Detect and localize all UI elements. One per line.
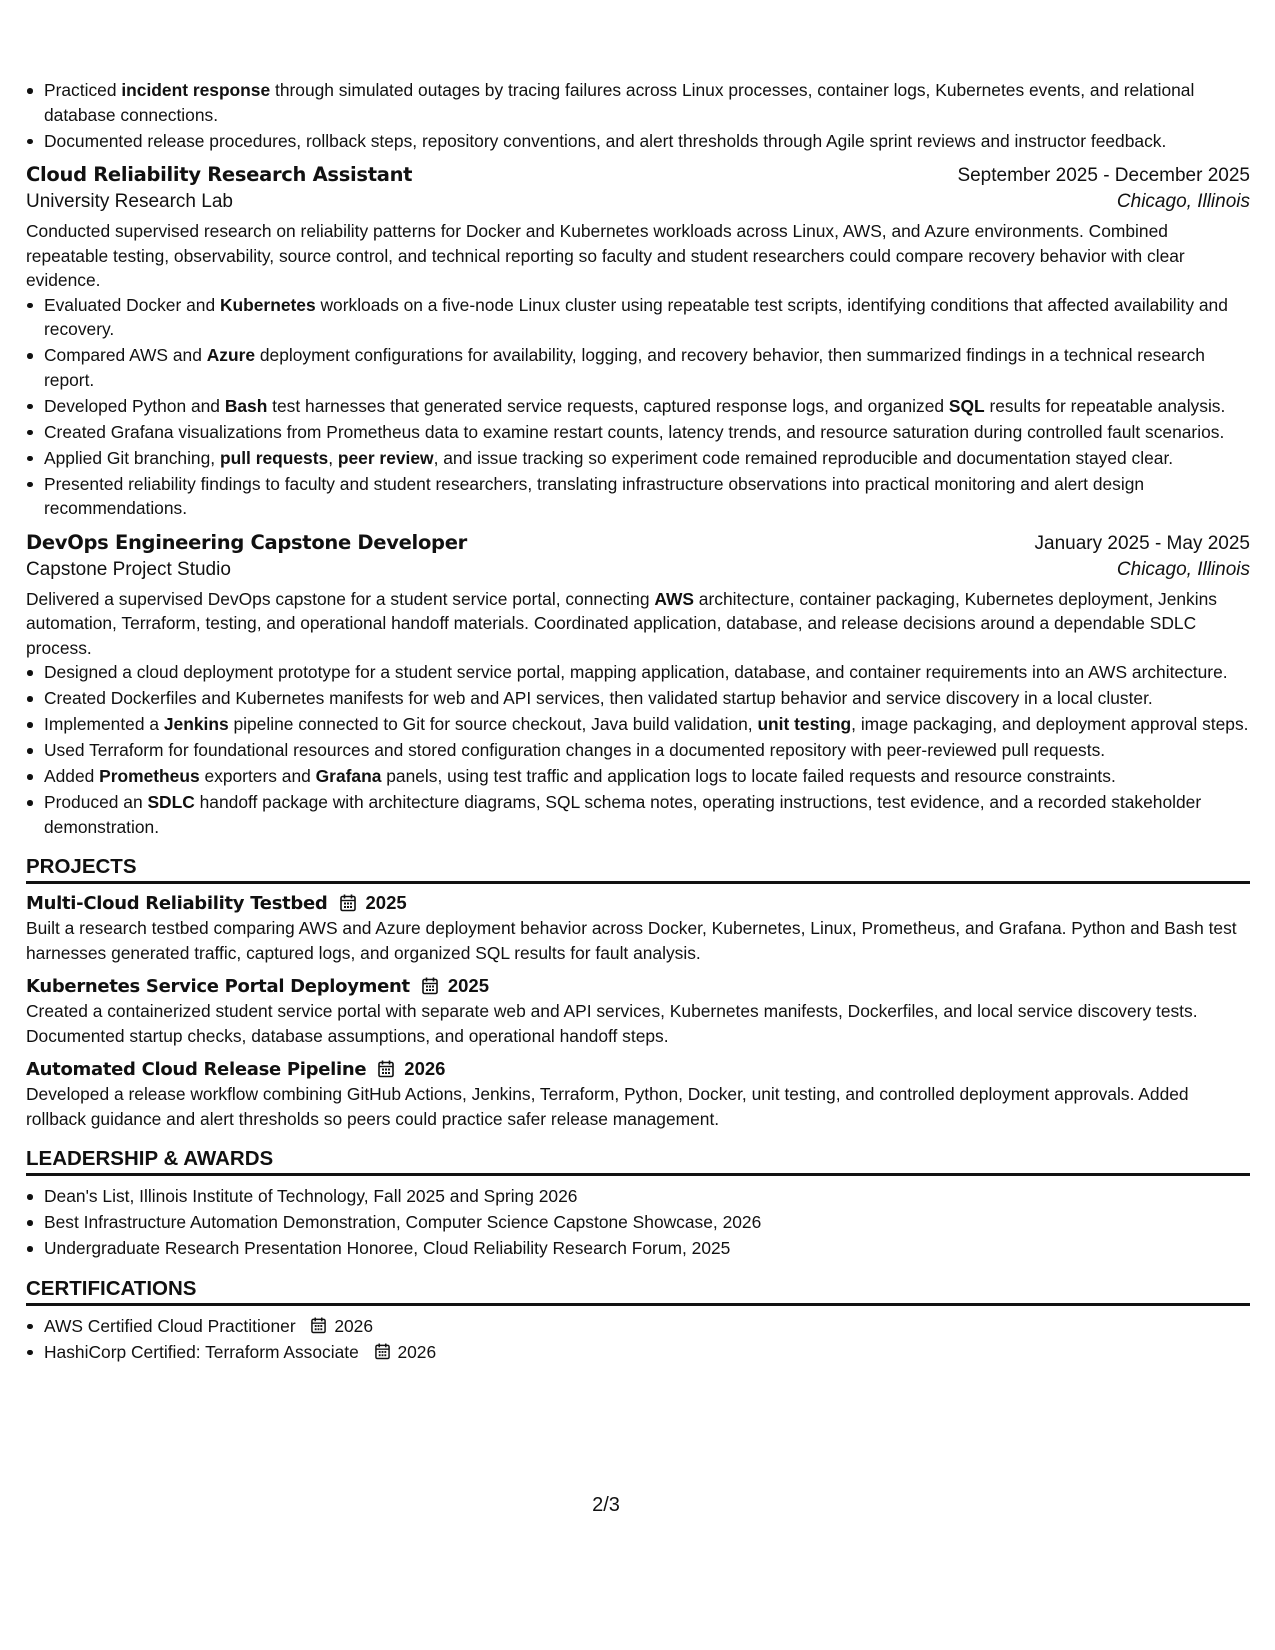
award-item: Best Infrastructure Automation Demonstration, Computer Science Capstone Showcase, 2026 bbox=[26, 1210, 1250, 1235]
bullet-item: Developed Python and Bash test harnesses that generated service requests, captured response logs, and organized SQL results for repeatable analysis. bbox=[26, 394, 1250, 419]
bold-keyword: unit testing bbox=[757, 714, 852, 734]
bold-keyword: pull requests bbox=[219, 447, 329, 468]
award-item: Undergraduate Research Presentation Honoree, Cloud Reliability Research Forum, 2025 bbox=[26, 1236, 1250, 1261]
certifications-section bbox=[26, 1277, 1250, 1365]
resume-page bbox=[26, 78, 1250, 1366]
bullet-item: Created Dockerfiles and Kubernetes manifests for web and API services, then validated startup behavior and service discovery in a local cluster. bbox=[26, 686, 1250, 711]
experience-entry bbox=[26, 531, 1250, 840]
job-bullets bbox=[26, 293, 1250, 521]
bold-keyword: incident response bbox=[121, 80, 271, 100]
calendar-icon bbox=[311, 1317, 326, 1334]
certification-item bbox=[26, 1314, 1250, 1339]
bold-keyword: Kubernetes bbox=[219, 294, 316, 315]
job-summary: Conducted supervised research on reliability patterns for Docker and Kubernetes workloads across Linux, AWS, and Azure environments. Combined repeatable testing, observability, source control, and technical reporting so faculty and student researchers could compare recovery behavior with clear evidence. bbox=[26, 221, 1185, 290]
project-name: Automated Cloud Release Pipeline bbox=[26, 1058, 367, 1080]
project-year: 2025 bbox=[365, 892, 407, 913]
bold-keyword: Jenkins bbox=[163, 714, 229, 734]
certification-list bbox=[26, 1314, 1250, 1365]
bold-keyword: Prometheus bbox=[99, 766, 200, 786]
bullet-item: Implemented a Jenkins pipeline connected to Git for source checkout, Java build validation, unit testing, image packaging, and deployment approval steps. bbox=[26, 712, 1250, 737]
project-name: Kubernetes Service Portal Deployment bbox=[26, 975, 410, 997]
job-bullets bbox=[26, 660, 1250, 839]
project-description: Created a containerized student service portal with separate web and API services, Kubernetes manifests, Dockerfiles, and local service discovery tests. Documented startup checks, database assumptions, and operational handoff steps. bbox=[26, 1001, 1198, 1046]
bold-keyword: Grafana bbox=[315, 766, 382, 786]
leadership-section bbox=[26, 1147, 1250, 1261]
job-summary: Delivered a supervised DevOps capstone for a student service portal, connecting AWS architecture, container packaging, Kubernetes deployment, Jenkins automation, Terraform, testing, and operational handoff materials. Coordinated application, database, and release decisions around a dependable SDLC process. bbox=[26, 588, 1217, 658]
certification-name: AWS Certified Cloud Practitioner bbox=[44, 1315, 296, 1336]
bullet-item: Added Prometheus exporters and Grafana panels, using test traffic and application logs to locate failed requests and resource constraints. bbox=[26, 764, 1250, 789]
project-year: 2026 bbox=[404, 1058, 446, 1079]
bullet-item: Compared AWS and Azure deployment configurations for availability, logging, and recovery behavior, then summarized findings in a technical research report. bbox=[26, 343, 1250, 392]
project-year: 2025 bbox=[447, 975, 489, 996]
bold-keyword: Bash bbox=[224, 395, 268, 416]
job-organization: University Research Lab bbox=[26, 191, 233, 212]
job-dates: January 2025 - May 2025 bbox=[1034, 532, 1250, 554]
section-heading: LEADERSHIP & AWARDS bbox=[26, 1147, 1250, 1176]
project-name: Multi-Cloud Reliability Testbed bbox=[26, 892, 328, 914]
bullet-item: Used Terraform for foundational resources and stored configuration changes in a documented repository with peer-reviewed pull requests. bbox=[26, 738, 1250, 763]
job-location: Chicago, Illinois bbox=[1116, 558, 1250, 580]
certification-name: HashiCorp Certified: Terraform Associate bbox=[44, 1341, 359, 1362]
calendar-icon bbox=[375, 1343, 390, 1360]
award-item: Dean's List, Illinois Institute of Technology, Fall 2025 and Spring 2026 bbox=[26, 1184, 1250, 1209]
bold-keyword: Azure bbox=[206, 345, 256, 365]
job-organization: Capstone Project Studio bbox=[26, 558, 231, 580]
job-dates: September 2025 - December 2025 bbox=[957, 165, 1250, 186]
project-entry bbox=[26, 975, 1250, 1048]
section-heading: CERTIFICATIONS bbox=[26, 1277, 1250, 1306]
project-description: Developed a release workflow combining GitHub Actions, Jenkins, Terraform, Python, Docker, unit testing, and controlled deployment approvals. Added rollback guidance and alert thresholds so peers could practice safer release management. bbox=[26, 1084, 1189, 1129]
bullet-item: Evaluated Docker and Kubernetes workloads on a five-node Linux cluster using repeatable test scripts, identifying conditions that affected availability and recovery. bbox=[26, 293, 1250, 342]
experience-entry bbox=[26, 163, 1250, 521]
bullet-item: Produced an SDLC handoff package with architecture diagrams, SQL schema notes, operating instructions, test evidence, and a recorded stakeholder demonstration. bbox=[26, 790, 1250, 839]
job-location: Chicago, Illinois bbox=[1116, 191, 1250, 212]
projects-section bbox=[26, 855, 1250, 1131]
page-number: 2/3 bbox=[592, 1494, 620, 1516]
bullet-item: Designed a cloud deployment prototype for a student service portal, mapping application, database, and container requirements into an AWS architecture. bbox=[26, 660, 1250, 685]
certification-year: 2026 bbox=[334, 1315, 373, 1336]
certification-year: 2026 bbox=[397, 1341, 437, 1362]
bullet-item: Created Grafana visualizations from Prometheus data to examine restart counts, latency trends, and resource saturation during controlled fault scenarios. bbox=[26, 420, 1250, 445]
calendar-icon bbox=[422, 977, 438, 995]
calendar-icon bbox=[340, 894, 356, 912]
bold-keyword: peer review bbox=[337, 447, 434, 468]
bullet-item: Applied Git branching, pull requests, peer review, and issue tracking so experiment code remained reproducible and documentation stayed clear. bbox=[26, 446, 1250, 471]
project-entry bbox=[26, 892, 1250, 965]
bold-keyword: AWS bbox=[654, 588, 694, 609]
project-description: Built a research testbed comparing AWS and Azure deployment behavior across Docker, Kubernetes, Linux, Prometheus, and Grafana. Python and Bash test harnesses generated traffic, captured logs, and organized SQL results for fault analysis. bbox=[26, 918, 1237, 963]
bold-keyword: SQL bbox=[948, 395, 985, 416]
bullet-item: Practiced incident response through simulated outages by tracing failures across Linux processes, container logs, Kubernetes events, and relational database connections. bbox=[26, 78, 1250, 127]
previous-job-bullets bbox=[26, 78, 1250, 153]
job-title: DevOps Engineering Capstone Developer bbox=[26, 530, 467, 554]
section-heading: PROJECTS bbox=[26, 855, 1250, 884]
job-title: Cloud Reliability Research Assistant bbox=[26, 163, 413, 186]
bullet-item: Presented reliability findings to faculty and student researchers, translating infrastructure observations into practical monitoring and alert design recommendations. bbox=[26, 472, 1250, 521]
bullet-item: Documented release procedures, rollback steps, repository conventions, and alert thresholds through Agile sprint reviews and instructor feedback. bbox=[26, 129, 1250, 154]
project-entry bbox=[26, 1058, 1250, 1131]
certification-item bbox=[26, 1340, 1250, 1365]
bold-keyword: SDLC bbox=[147, 792, 195, 812]
award-list bbox=[26, 1184, 1250, 1261]
calendar-icon bbox=[378, 1060, 394, 1078]
